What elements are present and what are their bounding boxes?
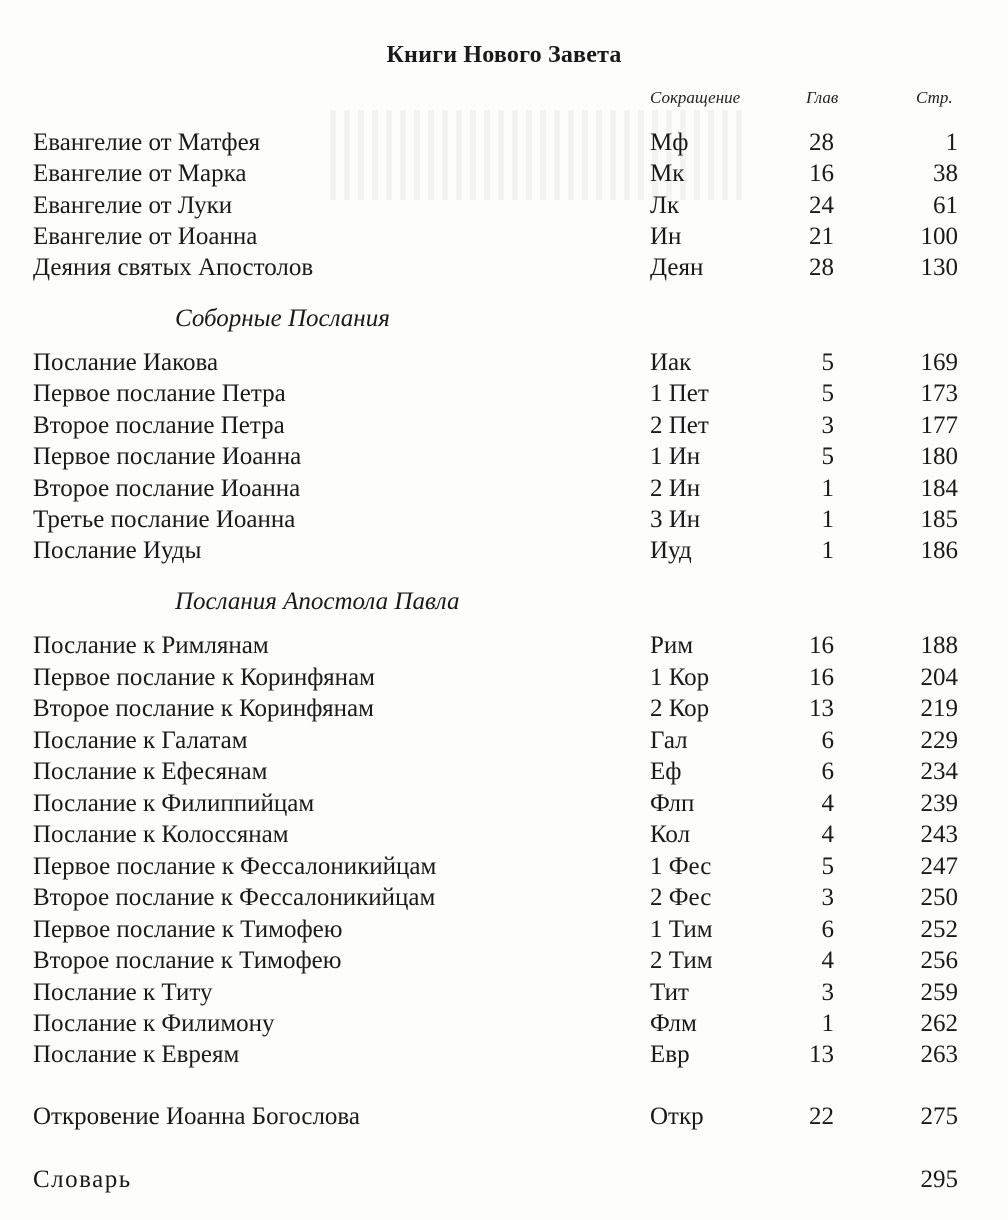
chapter-count: 4 [821,821,834,848]
book-abbreviation: 1 Ин [650,443,701,470]
toc-row [0,725,1008,757]
page-number: 239 [920,790,958,817]
chapter-count: 3 [821,412,834,439]
book-abbreviation: Флп [650,790,695,817]
toc-row [0,756,1008,788]
chapter-count: 22 [809,1103,834,1130]
toc-row [0,693,1008,725]
page-number: 262 [920,1010,958,1037]
book-name: Послание к Галатам [33,727,248,754]
page-number: 100 [920,223,958,250]
page-number: 243 [920,821,958,848]
book-abbreviation: 2 Кор [650,695,710,722]
page-number: 256 [920,947,958,974]
chapter-count: 16 [809,664,834,691]
book-name: Послание к Филиппийцам [33,790,315,817]
section-heading-catholic: Соборные Послания [175,305,390,332]
chapter-count: 5 [821,349,834,376]
toc-row [0,851,1008,883]
book-name: Послание к Филимону [33,1010,275,1037]
page-number: 61 [933,192,958,219]
book-abbreviation: Откр [650,1103,704,1130]
book-abbreviation: Евр [650,1041,690,1068]
book-name: Второе послание Иоанна [33,475,301,502]
chapter-count: 4 [821,790,834,817]
page-number: 1 [945,129,958,156]
toc-row [0,914,1008,946]
book-abbreviation: 3 Ин [650,506,701,533]
page-number: 185 [920,506,958,533]
column-header-page: Стр. [916,88,953,107]
chapter-count: 1 [821,1010,834,1037]
page-number: 180 [920,443,958,470]
page-number: 38 [933,160,958,187]
book-abbreviation: 2 Фес [650,884,712,911]
book-name: Послание Иуды [33,537,202,564]
book-name: Второе послание к Тимофею [33,947,342,974]
toc-row [0,819,1008,851]
book-name: Второе послание к Коринфянам [33,695,374,722]
page-number: 295 [920,1166,958,1193]
toc-row [0,441,1008,473]
page-number: 275 [920,1103,958,1130]
book-name: Евангелие от Матфея [33,129,261,156]
book-abbreviation: Деян [650,254,704,281]
page-number: 250 [920,884,958,911]
page-number: 247 [920,853,958,880]
book-abbreviation: Иуд [650,537,692,564]
book-name: Послание к Ефесянам [33,758,268,785]
chapter-count: 5 [821,853,834,880]
toc-row [0,630,1008,662]
book-name: Третье послание Иоанна [33,506,296,533]
book-name: Первое послание к Фессалоникийцам [33,853,437,880]
chapter-count: 28 [809,129,834,156]
toc-row-glossary [0,1164,1008,1196]
toc-row [0,788,1008,820]
chapter-count: 16 [809,632,834,659]
page-number: 184 [920,475,958,502]
chapter-count: 6 [821,727,834,754]
toc-row [0,158,1008,190]
toc-row [0,662,1008,694]
page-number: 219 [920,695,958,722]
book-abbreviation: 1 Фес [650,853,712,880]
chapter-count: 28 [809,254,834,281]
section-heading-pauline: Послания Апостола Павла [175,588,460,615]
book-name: Первое послание к Тимофею [33,916,343,943]
book-abbreviation: Мф [650,129,689,156]
book-name: Послание Иакова [33,349,219,376]
book-abbreviation: 1 Пет [650,380,709,407]
book-name: Откровение Иоанна Богослова [33,1103,360,1130]
chapter-count: 3 [821,979,834,1006]
chapter-count: 13 [809,1041,834,1068]
toc-row [0,252,1008,284]
page-number: 263 [920,1041,958,1068]
toc-row [0,977,1008,1009]
book-abbreviation: Еф [650,758,682,785]
page-number: 234 [920,758,958,785]
book-name: Евангелие от Иоанна [33,223,258,250]
page-number: 204 [920,664,958,691]
column-header-chapters: Глав [806,88,839,107]
book-abbreviation: 1 Тим [650,916,713,943]
book-abbreviation: Кол [650,821,691,848]
toc-row [0,221,1008,253]
book-abbreviation: Лк [650,192,680,219]
book-abbreviation: Тит [650,979,689,1006]
toc-row [0,127,1008,159]
book-name: Послание к Колоссянам [33,821,289,848]
page-number: 130 [920,254,958,281]
page-number: 259 [920,979,958,1006]
chapter-count: 1 [821,475,834,502]
toc-row [0,945,1008,977]
book-abbreviation: Флм [650,1010,697,1037]
chapter-count: 24 [809,192,834,219]
toc-row [0,473,1008,505]
page-number: 173 [920,380,958,407]
chapter-count: 4 [821,947,834,974]
book-abbreviation: Рим [650,632,694,659]
page-title: Книги Нового Завета [386,42,622,68]
book-name: Евангелие от Марка [33,160,247,187]
book-name: Первое послание к Коринфянам [33,664,375,691]
book-name: Послание к Евреям [33,1041,240,1068]
chapter-count: 5 [821,380,834,407]
chapter-count: 16 [809,160,834,187]
book-name: Второе послание Петра [33,412,285,439]
toc-row [0,1039,1008,1071]
toc-row [0,535,1008,567]
book-abbreviation: 2 Тим [650,947,713,974]
page-number: 169 [920,349,958,376]
page-number: 177 [920,412,958,439]
book-name: Евангелие от Луки [33,192,233,219]
toc-row [0,504,1008,536]
chapter-count: 21 [809,223,834,250]
toc-row [0,1008,1008,1040]
toc-row [0,347,1008,379]
book-abbreviation: 2 Ин [650,475,701,502]
toc-row-revelation [0,1101,1008,1133]
column-header-abbreviation: Сокращение [650,88,741,107]
book-abbreviation: 2 Пет [650,412,709,439]
toc-row [0,378,1008,410]
book-abbreviation: Мк [650,160,685,187]
book-name: Первое послание Иоанна [33,443,302,470]
toc-row [0,882,1008,914]
book-name: Послание к Римлянам [33,632,269,659]
book-name: Первое послание Петра [33,380,286,407]
book-abbreviation: Ин [650,223,682,250]
book-abbreviation: 1 Кор [650,664,710,691]
book-abbreviation: Иак [650,349,692,376]
chapter-count: 13 [809,695,834,722]
glossary-name: Словарь [33,1166,132,1193]
chapter-count: 3 [821,884,834,911]
chapter-count: 6 [821,916,834,943]
book-name: Послание к Титу [33,979,213,1006]
page-number: 252 [920,916,958,943]
toc-row [0,410,1008,442]
page-number: 186 [920,537,958,564]
chapter-count: 6 [821,758,834,785]
chapter-count: 5 [821,443,834,470]
page-number: 188 [920,632,958,659]
book-abbreviation: Гал [650,727,688,754]
book-name: Деяния святых Апостолов [33,254,314,281]
toc-row [0,190,1008,222]
chapter-count: 1 [821,537,834,564]
page-number: 229 [920,727,958,754]
chapter-count: 1 [821,506,834,533]
book-name: Второе послание к Фессалоникийцам [33,884,436,911]
